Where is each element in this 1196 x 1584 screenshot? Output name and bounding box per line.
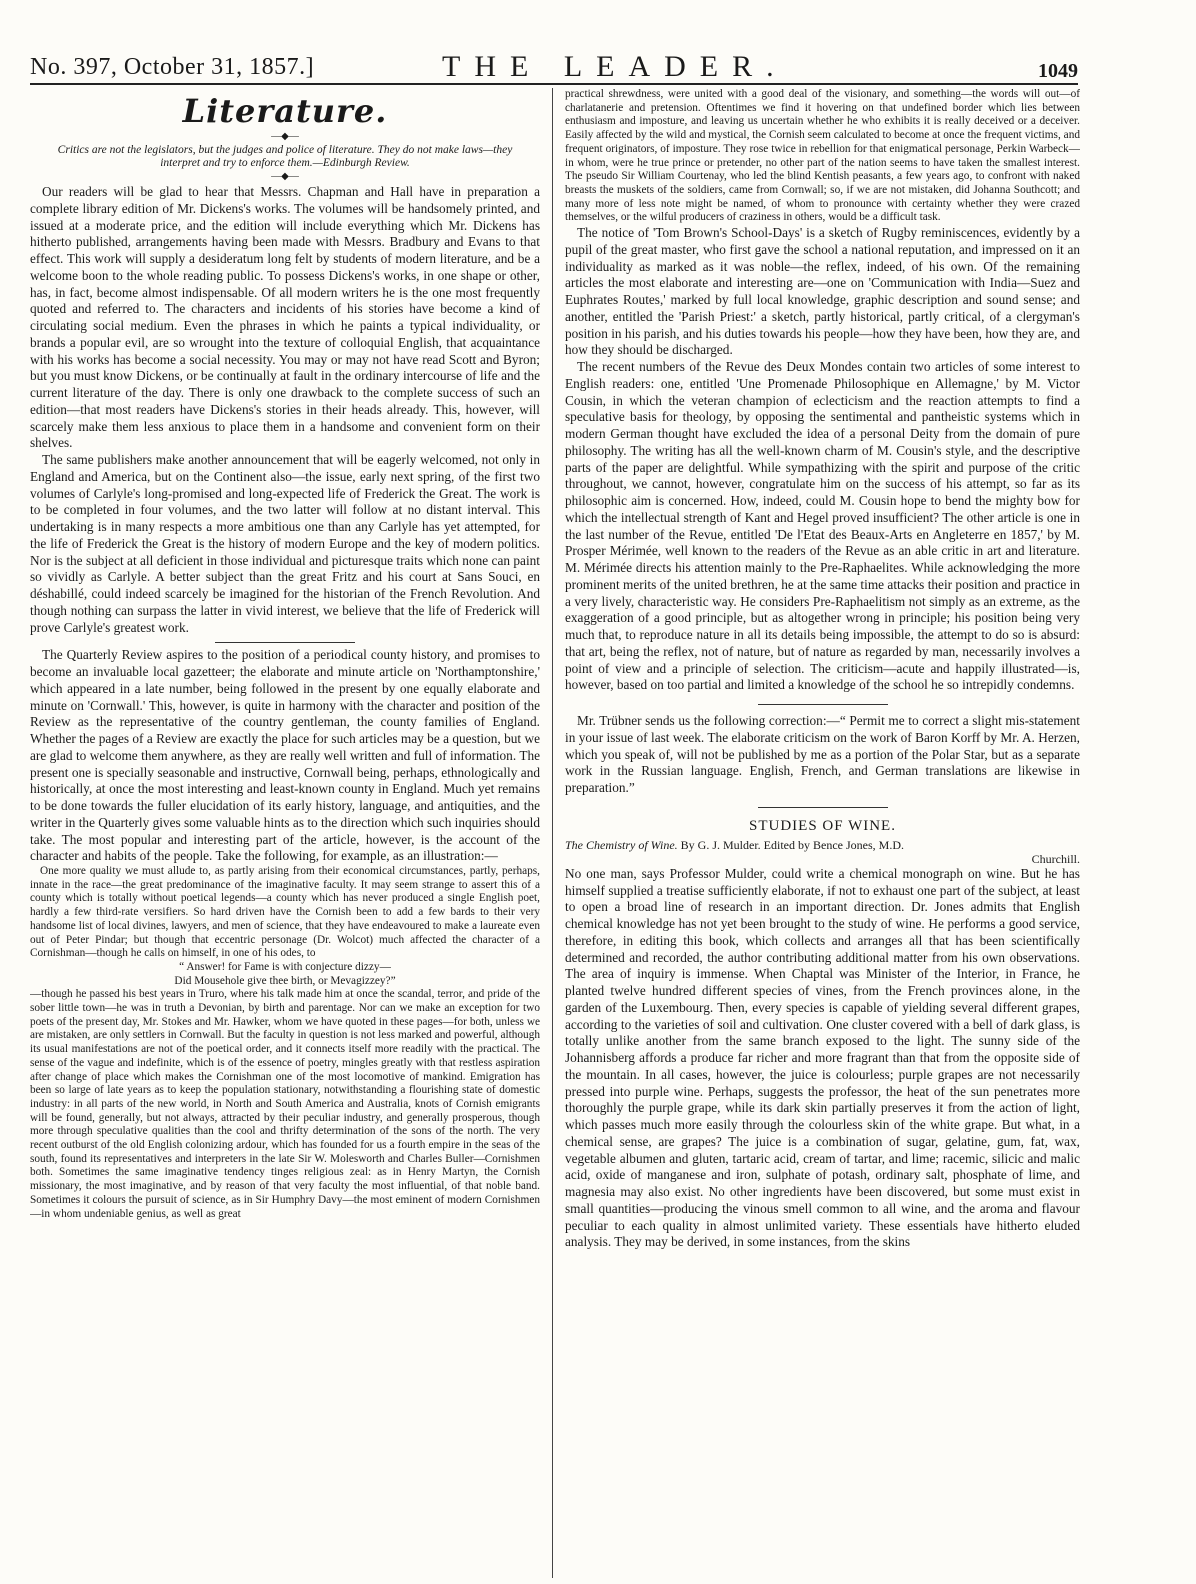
section-break-3 <box>758 807 888 808</box>
motto: Critics are not the legislators, but the judges and police of literature. They do not make laws—they interpret and try to enforce them.—Edinburgh Review. <box>57 144 513 169</box>
left-column <box>30 88 540 1578</box>
paragraph-wine-review: No one man, says Professor Mulder, could write a chemical monograph on wine. But he has himself supplied a treatise sufficiently elaborate, if not to exhaust one part of the subject, at least to open a broad line of research in an important direction. Dr. Jones admits that English chemical knowledge has not yet been brought to the study of wine. He performs a good service, therefore, in editing this book, which collects and arranges all that has been scientifically determined and recorded, the author contributing additional matter from his own observations. The area of inquiry is immense. When Chaptal was Minister of the Interior, in France, he planted twelve hundred different species of vines, from the French provinces alone, in the garden of the Luxembourg. Then, every species is capable of yielding several different grapes, according to the varieties of soil and cultivation. One cluster covered with a bell of dark glass, is totally unlike another from the same branch exposed to the light. The sunny side of the Johannisberg affords a produce far richer and more fragrant than that from the opposite side of the mountain. In all cases, however, the juice is colourless; purple grapes are not necessarily pressed into purple wine. Perhaps, suggests the professor, the heat of the sun penetrates more thoroughly the purple grape, while its dark skin partially preserves it from the action of light, which passes much more easily through the colourless skin of the white grape. But what, in a chemical sense, are grapes? The juice is a combination of sugar, gelatine, gum, fat, wax, vegetable albumen and gluten, tartaric acid, cream of tartar, and lime; racemic, silicic and malic acid, oxide of manganese and iron, sulphate of potash, ordinary salt, phosphate of lime, and magnesia may also exist. No other ingredients have been discovered, but some must exist in small quantities—producing the vinous smell common to all wine, and the aroma and flavour peculiar to each quality in almost unlimited variety. These essentials have hitherto eluded analysis. They may be derived, in some instances, from the skins <box>565 865 1080 1250</box>
issue-line: No. 397, October 31, 1857.] <box>30 54 315 80</box>
quotation-part-2: —though he passed his best years in Truro, where his talk made him at once the scandal, terror, and pride of the sober little town—he was in truth a Devonian, by birth and parentage. Nor can we make an exception for two poets of the present day, Mr. Stokes and Mr. Hawker, whom we have quoted in these pages—for both, unless we are mistaken, are only settlers in Cornwall. But the faculty in question is not less marked and powerful, although its usual manifestations are not of the poetical order, and it connects itself more readily with the practical. The sense of the vague and indefinite, which is of the essence of poetry, mingles greatly with that restless aspiration after change of place which makes the Cornishman one of the most locomotive of mankind. Emigration has been so large of late years as to keep the population stationary, notwithstanding a flourishing state of domestic industry: in all parts of the new world, in North and South America and Australia, knots of Cornish emigrants will be found, generally, but not always, attracted by their peculiar industry, and generally prosperous, though more through speculative qualities than the cool and thrifty determination of the sons of the north. The very recent outburst of the old English colonizing ardour, which has founded for us a fourth empire in the seas of the south, found its representatives and interpreters in the late Sir W. Molesworth and Charles Buller—Cornishmen both. Sometimes the same imaginative tendency tinges religious zeal: as in Henry Martyn, the Cornish missionary, the most imaginative, and by reason of that very faculty the most influential, of that noble band. Sometimes it colours the pursuit of science, as in Sir Humphry Davy—the most eminent of modern Cornishmen—in whom undeniable genius, as well as great <box>30 988 540 1220</box>
book-title: The Chemistry of Wine. <box>565 837 678 852</box>
section-title: Literature. <box>182 92 388 130</box>
review-heading: STUDIES OF WINE. <box>749 817 896 834</box>
quotation-part-1: One more quality we must allude to, as partly arising from their economical circumstances, partly, perhaps, innate in the race—the great predominance of the imaginative faculty. It may seem strange to assert this of a county which is totally without poetical legends—a county which has never produced a single English poet, hardly a few third-rate versifiers. So hard driven have the Cornish been to add a few bards to their very handsome list of local divines, lawyers, and men of science, that they have endeavoured to make a laureate even out of Peter Pindar; but though that eccentric personage (Dr. Wolcot) much affected the character of a Cornishman—though he calls on himself, in one of his odes, to <box>30 865 540 960</box>
section-break <box>215 642 355 643</box>
ornament-top: —◆— <box>271 131 299 142</box>
quotation-continued <box>565 88 1080 225</box>
paragraph-revue: The recent numbers of the Revue des Deux Mondes contain two articles of some interest to English readers: one, entitled 'Une Promenade Philosophique en Allemagne,' by M. Victor Cousin, in which the veteran champion of eclecticism and the reaction attempts to find a speculative basis for theology, by opposing the sentimental and pantheistic systems which in modern German thought have excluded the idea of a personal Deity from the domain of pure philosophy. The writing has all the well-known charm of M. Cousin's style, and the descriptive parts of the paper are delightful. While sympathizing with the spirit and purpose of the critic throughout, we cannot, however, congratulate him on the success of his attempt, so far as its philosophic aim is concerned. How, indeed, could M. Cousin hope to bend the mighty bow for which the intellectual strength of Kant and Hegel proved insufficient? The other article is one in the last number of the Revue, entitled 'De l'Etat des Beaux-Arts en Angleterre en 1857,' by M. Prosper Mérimée, well known to the readers of the Revue as an able critic in art and literature. M. Mérimée directs his attention mainly to the Pre-Raphaelites. While acknowledging the more prominent merits of the united brethren, he at the same time attacks their position and practice in a very lively, characteristic way. He considers Pre-Raphaelitism not simply as an extreme, as the exaggeration of a good principle, but as altogether wrong in principle; his position being very much that, to reproduce nature in all its details being impossible, the attempt to do so is absurd: that art, being the reflex, not of nature, but of nature as regarded by man, necessarily involves a point of view and a principle of selection. The criticism—acute and happily illustrated—is, however, based on too partial and limited a knowledge of the school he so intrepidly condemns. <box>565 359 1080 693</box>
masthead: THE LEADER. <box>442 50 788 83</box>
book-publisher: Churchill. <box>1031 851 1080 866</box>
bibliography-line <box>565 838 1080 866</box>
page-header <box>30 48 1078 82</box>
quotation-block <box>30 865 540 1221</box>
section-break-2 <box>758 704 888 705</box>
quotation-part-3: practical shrewdness, were united with a good deal of the visionary, and something—the words will out—of charlatanerie and pretension. Oftentimes we find it hovering on that undefined border which lies between enthusiasm and imposture, and leaving us uncertain whether he who exhibits it is really deceived or a deceiver. Easily affected by the wild and mystical, the Cornish seem calculated to become at once the frequent victims, and frequent originators, of imposture. They rose twice in rebellion for that enigmatical personage, Perkin Warbeck—in whom, were he true prince or pretender, no other part of the nation seems to have taken the smallest interest. The pseudo Sir William Courtenay, who led the blind Kentish peasants, a few years ago, to confront with naked breasts the muskets of the soldiers, came from Cornwall; so, if we are not mistaken, did Johanna Southcott; and many more of less note might be named, of whom to pronounce with certainty whether they were crazed themselves, or the wilful producers of craziness in others, would be a difficult task. <box>565 88 1080 224</box>
ornament-bottom: —◆— <box>271 171 299 182</box>
paragraph-quarterly: The Quarterly Review aspires to the position of a periodical county history, and promises to become an invaluable local gazetteer; the elaborate and minute article on 'Northamptonshire,' which appeared in a late number, being followed in the present by one equally elaborate and minute on 'Cornwall.' This, however, is quite in harmony with the character and position of the Review as the representative of the country gentleman, the county families of England. Whether the pages of a Review are exactly the place for such articles may be a question, but we are glad to welcome them anywhere, as they are really well written and full of information. The present one is specially seasonable and instructive, Cornwall being, perhaps, ethnologically and historically, at once the most interesting and least-known county in England. Much yet remains to be done towards the fuller elucidation of its early history, language, and antiquities, and the writer in the Quarterly gives some valuable hints as to the direction which such inquiries should take. The most popular and interesting part of the article, however, is the account of the character and habits of the people. Take the following, for example, as an illustration:— <box>30 647 540 864</box>
column-divider <box>552 88 553 1578</box>
paragraph-tom-brown: The notice of 'Tom Brown's School-Days' is a sketch of Rugby reminiscences, evidently by a pupil of the great master, who first gave the school a national reputation, and impressed on it an individuality as marked as it was noble—the reflex, indeed, of his own. Of the remaining articles the most elaborate and interesting are—one on 'Communication with India—Suez and Euphrates Routes,' marked by full local knowledge, graphic description and sound sense; and another, entitled the 'Parish Priest:' a sketch, partly historical, partly critical, of a clergyman's position in his parish, and his duties towards his people—how they have been, how they are, and how they should be discharged. <box>565 225 1080 358</box>
header-rule <box>30 83 1078 85</box>
paragraph-trubner: Mr. Trübner sends us the following correction:—“ Permit me to correct a slight mis-statement in your issue of last week. The elaborate criticism on the work of Baron Korff by Mr. A. Herzen, which you speak of, will not be published by me as a portion of the Polar Star, but as a separate work in the Russian language. English, French, and German translations are likewise in preparation.” <box>565 713 1080 796</box>
paragraph-carlyle: The same publishers make another announcement that will be eagerly welcomed, not only in England and America, but on the Continent also—the issue, early next spring, of the first two volumes of Carlyle's long-promised and long-expected life of Frederick the Great. The work is to be completed in four volumes, and the two latter will follow at no distant interval. This undertaking is in many respects a more ambitious one than any Carlyle has yet attempted, for the life of Frederick the Great is the history of modern Europe and the key of modern politics. Nor is the subject at all deficient in those individual and picturesque traits which none can paint so vividly as Carlyle. A better subject than the great Fritz and his court at Sans Souci, en déshabillé, could indeed scarcely be imagined for the historian of the French Revolution. And though nothing can surpass the latter in vivid interest, we believe that the life of Frederick will prove Carlyle's greatest work. <box>30 452 540 635</box>
right-column <box>565 88 1080 1568</box>
paragraph-dickens: Our readers will be glad to hear that Messrs. Chapman and Hall have in preparation a complete library edition of Mr. Dickens's works. The volumes will be handsomely printed, and issued at a moderate price, and the edition will include everything which Mr. Dickens has hitherto published, arrangements having been made with Messrs. Bradbury and Evans to that effect. This work will supply a desideratum long felt by students of modern literature, and be a welcome boon to the whole reading public. To possess Dickens's works, in one shape or other, has, in fact, become almost indispensable. Of all modern writers he is the one most frequently quoted and referred to. The characters and incidents of his stories have become a kind of circulating social medium. Even the phrases in which he paints a typical individuality, or brands a popular evil, are so wrought into the texture of colloquial English, that acquaintance with his works has become a social necessity. You may or may not have read Scott and Byron; but you must know Dickens, or be continually at fault in the ordinary intercourse of life and the current literature of the day. There is only one drawback to the complete success of such an edition—that most readers have Dickens's stories in their heads already. This, however, will scarcely make them less anxious to place them in a handsome and convenient form on their shelves. <box>30 184 540 451</box>
verse-line-1: “ Answer! for Fame is with conjecture dizzy— <box>179 960 391 973</box>
page-number: 1049 <box>1038 60 1078 82</box>
book-author: By G. J. Mulder. Edited by Bence Jones, M.D. <box>680 837 904 852</box>
verse-line-2: Did Mousehole give thee birth, or Mevagizzey?” <box>174 974 396 987</box>
